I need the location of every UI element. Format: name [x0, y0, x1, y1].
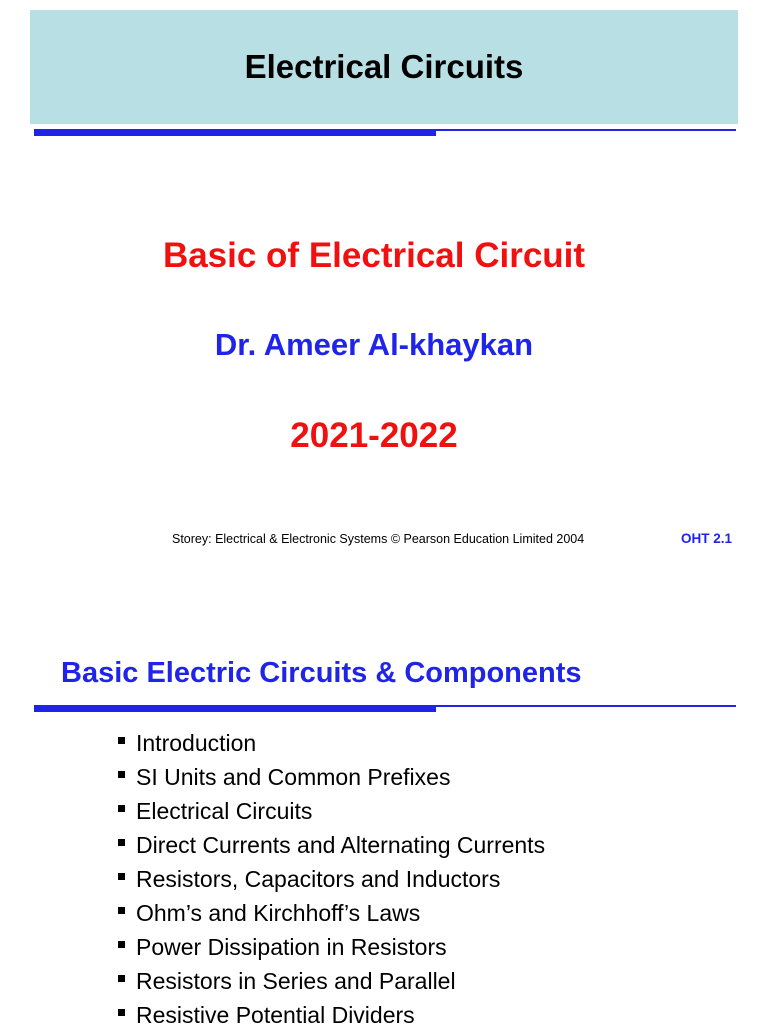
bullet-icon	[118, 839, 125, 846]
slide1-header-band	[30, 10, 738, 124]
bullet-icon	[118, 941, 125, 948]
bullet-icon	[118, 873, 125, 880]
slide1-header-title: Electrical Circuits	[244, 48, 524, 85]
bullet-icon	[118, 975, 125, 982]
bullet-icon	[118, 805, 125, 812]
topic-item: Resistive Potential Dividers	[118, 998, 545, 1032]
slide2-title: Basic Electric Circuits & Components	[61, 657, 582, 689]
topic-item: Resistors in Series and Parallel	[118, 964, 545, 998]
slide1-year: 2021-2022	[290, 416, 458, 455]
topic-item: Ohm’s and Kirchhoff’s Laws	[118, 896, 545, 930]
slide1-author: Dr. Ameer Al-khaykan	[214, 327, 534, 362]
topic-item: Direct Currents and Alternating Currents	[118, 828, 545, 862]
slide1-footer-credit: Storey: Electrical & Electronic Systems © Pearson Education Limited 2004	[172, 532, 585, 546]
topic-item: Resistors, Capacitors and Inductors	[118, 862, 545, 896]
bullet-icon	[118, 737, 125, 744]
topic-item: Introduction	[118, 726, 545, 760]
slide2-rule-thin	[34, 705, 736, 707]
bullet-icon	[118, 907, 125, 914]
bullet-icon	[118, 1009, 125, 1016]
topic-item: Power Dissipation in Resistors	[118, 930, 545, 964]
topic-list	[118, 726, 545, 1032]
slide1-subject: Basic of Electrical Circuit	[162, 236, 586, 275]
bullet-icon	[118, 771, 125, 778]
topic-item: SI Units and Common Prefixes	[118, 760, 545, 794]
header-rule-thin	[34, 129, 736, 131]
topic-item: Electrical Circuits	[118, 794, 545, 828]
slide1-footer-ref: OHT 2.1	[681, 531, 733, 546]
